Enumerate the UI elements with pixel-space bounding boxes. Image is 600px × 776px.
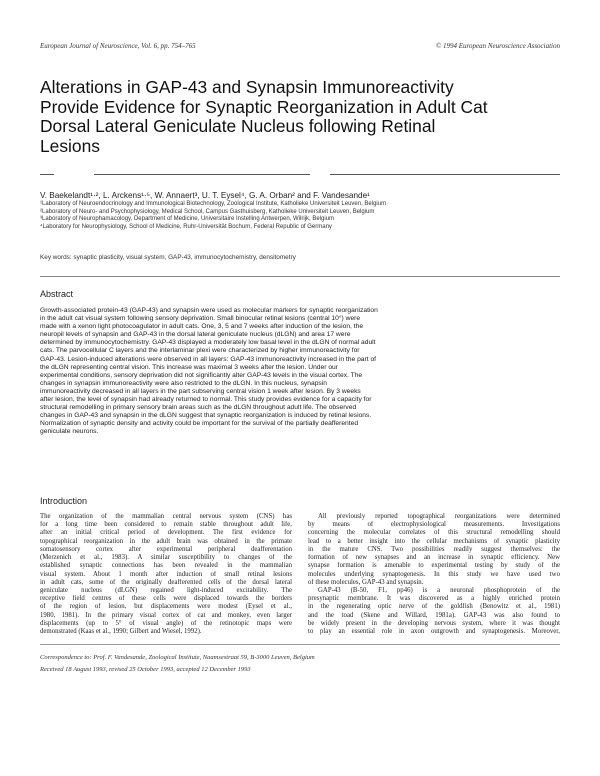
- title-line: Provide Evidence for Synaptic Reorganization in Adult Cat: [40, 96, 488, 117]
- body-line: and the toad (Skene and Willard, 1981a). GAP-43 was also found to: [308, 611, 560, 619]
- abstract-line: immunoreactivity decreased in all layers in the part subserving central vision 1 week after lesion. By 3 weeks: [40, 387, 361, 395]
- abstract-body: [40, 307, 568, 437]
- affiliations: [40, 201, 386, 231]
- body-line: visual system. About 1 month after induction of small retinal lesions: [40, 570, 292, 578]
- body-line: GAP-43 (B-50, F1, pp46) is a neuronal phosphoprotein of the: [318, 586, 560, 594]
- body-line: in the mature CNS. Two possibilities readily suggest themselves: the: [308, 545, 560, 553]
- abstract-line: in the adult cat visual system following sensory deprivation. Small binocular retinal lesions (central 10°) were: [40, 315, 361, 323]
- correspondence-note: Correspondence to: Prof. F. Vandesande, Zoological Institute, Naamsestraat 59, B-3000 Leuven, Belgium: [40, 654, 315, 661]
- abstract-line: determined by immunocytochemistry. GAP-43 displayed a moderately low basal level in the dLGN of normal adult: [40, 339, 376, 347]
- body-line: geniculate nucleus (dLGN) regained light-induced excitability. The: [40, 586, 292, 594]
- body-line: established synaptic connections has been revealed in the mammalian: [40, 562, 292, 570]
- abstract-line: made with a xenon light photocoagulator in adult cats. One, 3, 5 and 7 weeks after induction of the lesion, the: [40, 323, 364, 331]
- abstract-line: geniculate neurons.: [40, 428, 99, 436]
- body-line: somatosensory cortex after experimental peripheral deafferentation: [40, 545, 292, 553]
- abstract-line: changes in GAP-43 and synapsin in the dLGN suggest that synaptic reorganization is induced by retinal lesions.: [40, 412, 372, 420]
- body-line: after an initial critical period of development. The first evidence for: [40, 529, 292, 537]
- body-line: presynaptic membrane. It was discovered as a highly enriched protein: [308, 595, 560, 603]
- body-line: formation of new synapses and an increase in synaptic efficiency. New: [308, 554, 560, 562]
- abstract-line: Growth-associated protein-43 (GAP-43) and synapsin were used as molecular markers for synaptic reorganization: [40, 307, 378, 314]
- abstract-line: changes in synapsin immunoreactivity were also restricted to the dLGN. In this nucleus, synapsin: [40, 379, 327, 387]
- introduction-heading: Introduction: [40, 496, 88, 506]
- body-line: in the regenerating optic nerve of the goldfish (Benowitz et al., 1981): [308, 603, 560, 611]
- abstract-line: the dLGN representing central vision. This increase was maximal 3 weeks after the lesion. Under our: [40, 363, 338, 371]
- body-line: (Merzenich et al., 1983). A similar susceptibility to changes of the: [40, 554, 292, 562]
- rule-left: [40, 174, 54, 175]
- title-line: Dorsal Lateral Geniculate Nucleus following Retinal: [40, 116, 436, 137]
- body-line: in adult cats, some of the originally deafferented cells of the dorsal lateral: [40, 578, 292, 586]
- rule-middle: [94, 174, 310, 175]
- copyright-notice: © 1994 European Neuroscience Association: [435, 42, 560, 50]
- abstract-line: experimental conditions, sensory deprivation did not significantly alter GAP-43 levels in the visual cortex. The: [40, 371, 363, 379]
- body-line: receptive field centres of these cells were displaced towards the borders: [40, 595, 292, 603]
- abstract-line: structural remodelling in primary sensory brain areas such as the dLGN throughout adult life. The observed: [40, 404, 357, 412]
- body-line: of the region of lesion, but displacements were modest (Eysel et al.,: [40, 603, 292, 611]
- title-line: Lesions: [40, 135, 100, 156]
- body-line: displacements (up to 5° of visual angle) of the retinotopic maps were: [40, 619, 292, 627]
- abstract-heading: Abstract: [40, 289, 74, 299]
- body-line: of these molecules, GAP-43 and synapsin.: [308, 578, 424, 586]
- body-column-right: [308, 513, 560, 636]
- affiliation: ⁴Laboratory for Neurophysiology, School of Medicine, Ruhr-Universität Bochum, Federal Republic of Germany: [40, 223, 332, 230]
- body-line: 1980, 1981). In the primary visual cortex of cat and monkey, even larger: [40, 611, 292, 619]
- footnote-rule: [40, 644, 560, 645]
- body-line: be widely present in the developing nervous system, where it was thought: [308, 619, 560, 627]
- journal-citation: European Journal of Neuroscience, Vol. 6, pp. 754–765: [40, 42, 196, 50]
- section-rule: [40, 276, 560, 277]
- body-line: topographical reorganization in the adult brain was obtained in the primate: [40, 537, 292, 545]
- body-line: demonstrated (Kaas et al., 1990; Gilbert and Wiesel, 1992).: [40, 628, 202, 636]
- keywords: Key words: synaptic plasticity, visual system, GAP-43, immunocytochemistry, densitometry: [40, 254, 296, 261]
- abstract-line: cats. The parvocellular C layers and the interlaminar plexi were characterized by higher immunoreactivity for: [40, 347, 360, 355]
- body-column-left: [40, 513, 292, 636]
- body-line: molecules underlying synaptogenesis. In this study we have used two: [308, 570, 560, 578]
- body-line: synapse formation is amenable to experimental testing by study of the: [308, 562, 560, 570]
- abstract-line: GAP-43. Lesion-induced alterations were observed in all layers: GAP-43 immunoreactivity increased in the part of: [40, 355, 377, 363]
- rule-right: [330, 174, 560, 175]
- affiliation: ¹Laboratory of Neuroendocrinology and Immunological Biotechnology, Zoological Institute, Katholieke Universiteit Leuven, Belgium: [40, 201, 387, 207]
- title-line: Alterations in GAP-43 and Synapsin Immunoreactivity: [40, 77, 454, 97]
- body-line: All previously reported topographical reorganizations were determined: [318, 513, 560, 520]
- body-line: by means of electrophysiological measurements. Investigations: [308, 521, 560, 529]
- body-line: concerning the molecular correlates of this structural remodelling should: [308, 529, 560, 537]
- body-line: The organization of the mammalian central nervous system (CNS) has: [40, 513, 292, 520]
- abstract-line: after lesion, the level of synapsin had already returned to normal. This study provides evidence for a capacity for: [40, 396, 372, 404]
- author-list: V. Baekelandt¹·², L. Arckens¹·⁵, W. Annaert³, U. T. Eysel⁴, G. A. Orban² and F. Vandesande¹: [40, 191, 370, 200]
- received-dates: Received 18 August 1993, revised 25 October 1993, accepted 12 December 1993: [40, 666, 251, 673]
- body-line: lead to a better insight into the cellular mechanisms of synaptic plasticity: [308, 537, 560, 545]
- affiliation: ²Laboratory of Neuro- and Psychophysiology, Medical School, Campus Gasthuisberg, Katholieke Universiteit Leuven, Belgium: [40, 208, 375, 215]
- article-title: [40, 78, 560, 156]
- body-line: for a long time been considered to remain stable throughout adult life,: [40, 521, 292, 529]
- abstract-line: neuropil levels of synapsin and GAP-43 in the dorsal lateral geniculate nucleus (dLGN) and area 17 were: [40, 331, 351, 339]
- body-line: to play an essential role in axon outgrowth and synaptogenesis. Moreover,: [308, 628, 560, 636]
- abstract-line: Normalization of synaptic density and activity could be important for the survival of the partially deafferented: [40, 420, 359, 428]
- affiliation: ³Laboratory of Neurophamacology, Department of Medicine, Universitaire Instelling Antwerpen, Wilrijk, Belgium: [40, 216, 335, 223]
